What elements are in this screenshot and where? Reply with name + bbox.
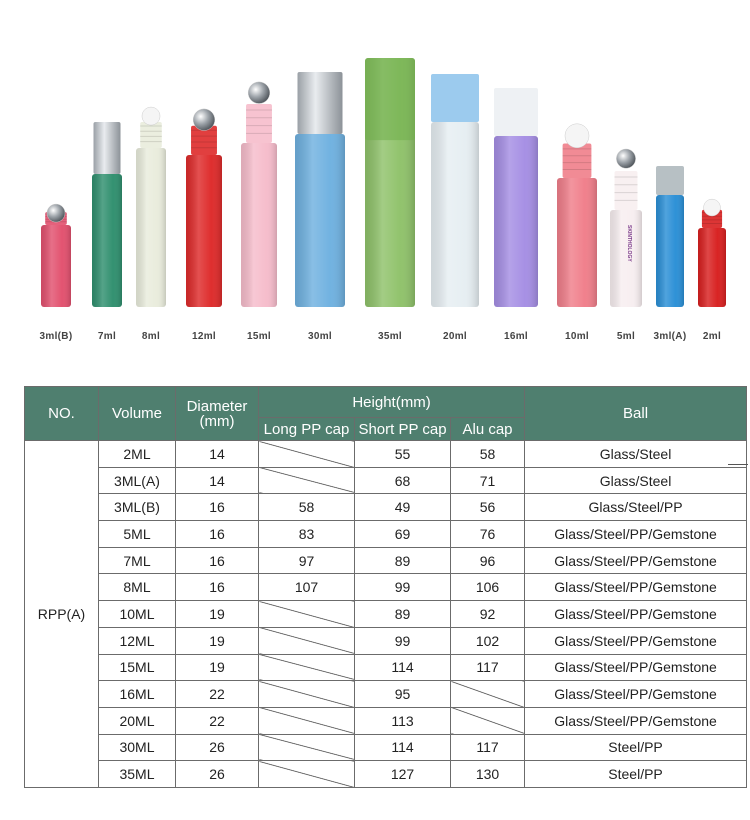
volume-cell: 3ML(A) [99,467,176,494]
volume-cell: 12ML [99,627,176,654]
short-pp-cap-cell: 49 [355,494,451,521]
bottle-volume-label: 5ml [616,331,636,342]
bottle-shading [610,210,642,307]
ball-cell: Glass/Steel [525,467,747,494]
bottle-shading [186,155,222,307]
table-row [25,707,747,734]
alu-cap-cell: 92 [451,601,525,628]
bottle-shading [698,228,726,307]
bottle-cap [494,88,538,136]
alu-cap-cell: 96 [451,547,525,574]
bottle-shading [295,134,345,307]
diameter-cell: 16 [176,521,259,548]
ball-cell: Glass/Steel/PP/Gemstone [525,601,747,628]
volume-cell: 8ML [99,574,176,601]
roller-ball [248,82,270,104]
bottle-cap [431,74,479,122]
bottle [295,72,345,307]
short-pp-cap-cell: 89 [355,547,451,574]
bottle-volume-label: 30ml [308,331,332,342]
ball-cell: Glass/Steel/PP/Gemstone [525,521,747,548]
long-pp-cap-cell: 83 [259,521,355,548]
header-long-pp-cap: Long PP cap [259,418,355,441]
long-pp-cap-cell: 97 [259,547,355,574]
short-pp-cap-cell: 68 [355,467,451,494]
table-row [25,601,747,628]
bottle-volume-label: 7ml [97,331,117,342]
ball-cell: Glass/Steel [525,441,747,468]
volume-cell: 5ML [99,521,176,548]
diameter-cell: 22 [176,707,259,734]
model-cell: RPP(A) [25,441,99,788]
bottle-shading [494,136,538,307]
header-volume: Volume [99,387,176,441]
header-no: NO. [25,387,99,441]
table-row [25,547,747,574]
roller-ball [193,109,215,131]
long-pp-cap-cell [259,654,355,681]
diameter-cell: 19 [176,601,259,628]
bottle-volume-label: 12ml [192,331,216,342]
alu-cap-cell: 117 [451,654,525,681]
header-alu-cap: Alu cap [451,418,525,441]
spec-table-body [25,441,747,788]
product-photo [0,0,750,370]
ball-cell: Steel/PP [525,761,747,788]
diameter-cell: 22 [176,681,259,708]
bottle-cap [298,72,343,134]
long-pp-cap-cell [259,734,355,761]
short-pp-cap-cell: 114 [355,654,451,681]
bottle-volume-label: 35ml [378,331,402,342]
diameter-cell: 26 [176,734,259,761]
long-pp-cap-cell [259,441,355,468]
diameter-cell: 16 [176,574,259,601]
bottle-shading [656,195,684,307]
volume-cell: 35ML [99,761,176,788]
bottle [698,199,726,307]
volume-cell: 7ML [99,547,176,574]
ball-cell: Glass/Steel/PP/Gemstone [525,574,747,601]
header-short-pp-cap: Short PP cap [355,418,451,441]
bottle-volume-label: 2ml [702,331,722,342]
long-pp-cap-cell: 107 [259,574,355,601]
bottle-shading [41,225,71,307]
volume-cell: 2ML [99,441,176,468]
ball-cell: Glass/Steel/PP/Gemstone [525,707,747,734]
volume-cell: 30ML [99,734,176,761]
table-row [25,734,747,761]
bottle-volume-label: 3ml(B) [39,331,73,342]
bottle [431,74,479,307]
ball-cell: Steel/PP [525,734,747,761]
alu-cap-cell: 102 [451,627,525,654]
alu-cap-cell: 56 [451,494,525,521]
volume-cell: 20ML [99,707,176,734]
bottle-cap [365,58,415,140]
short-pp-cap-cell: 69 [355,521,451,548]
alu-cap-cell: 71 [451,467,525,494]
alu-cap-cell: 130 [451,761,525,788]
diameter-cell: 19 [176,627,259,654]
volume-cell: 3ML(B) [99,494,176,521]
long-pp-cap-cell [259,627,355,654]
header-diameter: Diameter (mm) [176,387,259,441]
roller-ball [616,149,635,168]
table-row [25,467,747,494]
bottle-shading [136,148,166,307]
table-row [25,627,747,654]
bottle-volume-label: 10ml [565,331,589,342]
roller-ball [565,124,589,148]
bottle [365,58,415,307]
spec-table [24,386,747,788]
long-pp-cap-cell [259,681,355,708]
bottle-print-text: SKINTHOLOGY [626,225,632,262]
table-row [25,681,747,708]
bottle [610,149,642,307]
diameter-cell: 19 [176,654,259,681]
bottle [557,124,597,307]
short-pp-cap-cell: 99 [355,627,451,654]
table-row [25,521,747,548]
alu-cap-cell: 58 [451,441,525,468]
roller-ball [704,199,721,216]
table-row [25,654,747,681]
short-pp-cap-cell: 89 [355,601,451,628]
short-pp-cap-cell: 55 [355,441,451,468]
bottle [241,82,277,307]
bottle-cap [94,122,121,174]
bottle-shading [431,122,479,307]
ball-cell: Glass/Steel/PP/Gemstone [525,681,747,708]
bottle [656,166,684,307]
bottle-volume-label: 8ml [141,331,161,342]
alu-cap-cell [451,681,525,708]
short-pp-cap-cell: 95 [355,681,451,708]
diameter-cell: 16 [176,547,259,574]
bottle-volume-label: 20ml [443,331,467,342]
alu-cap-cell: 76 [451,521,525,548]
short-pp-cap-cell: 127 [355,761,451,788]
bottle-shading [241,143,277,307]
diameter-cell: 14 [176,467,259,494]
long-pp-cap-cell: 58 [259,494,355,521]
diameter-cell: 26 [176,761,259,788]
bottle [186,109,222,307]
roller-ball [47,204,65,222]
short-pp-cap-cell: 113 [355,707,451,734]
bottle [494,88,538,307]
diameter-cell: 16 [176,494,259,521]
roller-ball [142,107,160,125]
bottle-cap [656,166,684,195]
volume-cell: 10ML [99,601,176,628]
long-pp-cap-cell [259,601,355,628]
bottle-volume-label: 16ml [504,331,528,342]
bottle [41,204,71,307]
table-row [25,441,747,468]
alu-cap-cell [451,707,525,734]
header-ball: Ball [525,387,747,441]
volume-cell: 16ML [99,681,176,708]
short-pp-cap-cell: 114 [355,734,451,761]
bottle-shading [557,178,597,307]
table-row [25,494,747,521]
bottle [136,107,166,307]
bottle-volume-label: 3ml(A) [653,331,687,342]
diameter-cell: 14 [176,441,259,468]
bottle [92,122,122,307]
short-pp-cap-cell: 99 [355,574,451,601]
table-row [25,761,747,788]
header-height: Height(mm) [259,387,525,418]
divider-stub [728,464,748,465]
volume-cell: 15ML [99,654,176,681]
table-row [25,574,747,601]
ball-cell: Glass/Steel/PP [525,494,747,521]
alu-cap-cell: 117 [451,734,525,761]
bottle-volume-label: 15ml [247,331,271,342]
ball-cell: Glass/Steel/PP/Gemstone [525,654,747,681]
long-pp-cap-cell [259,761,355,788]
alu-cap-cell: 106 [451,574,525,601]
long-pp-cap-cell [259,467,355,494]
bottle-shading [92,174,122,307]
long-pp-cap-cell [259,707,355,734]
ball-cell: Glass/Steel/PP/Gemstone [525,627,747,654]
ball-cell: Glass/Steel/PP/Gemstone [525,547,747,574]
